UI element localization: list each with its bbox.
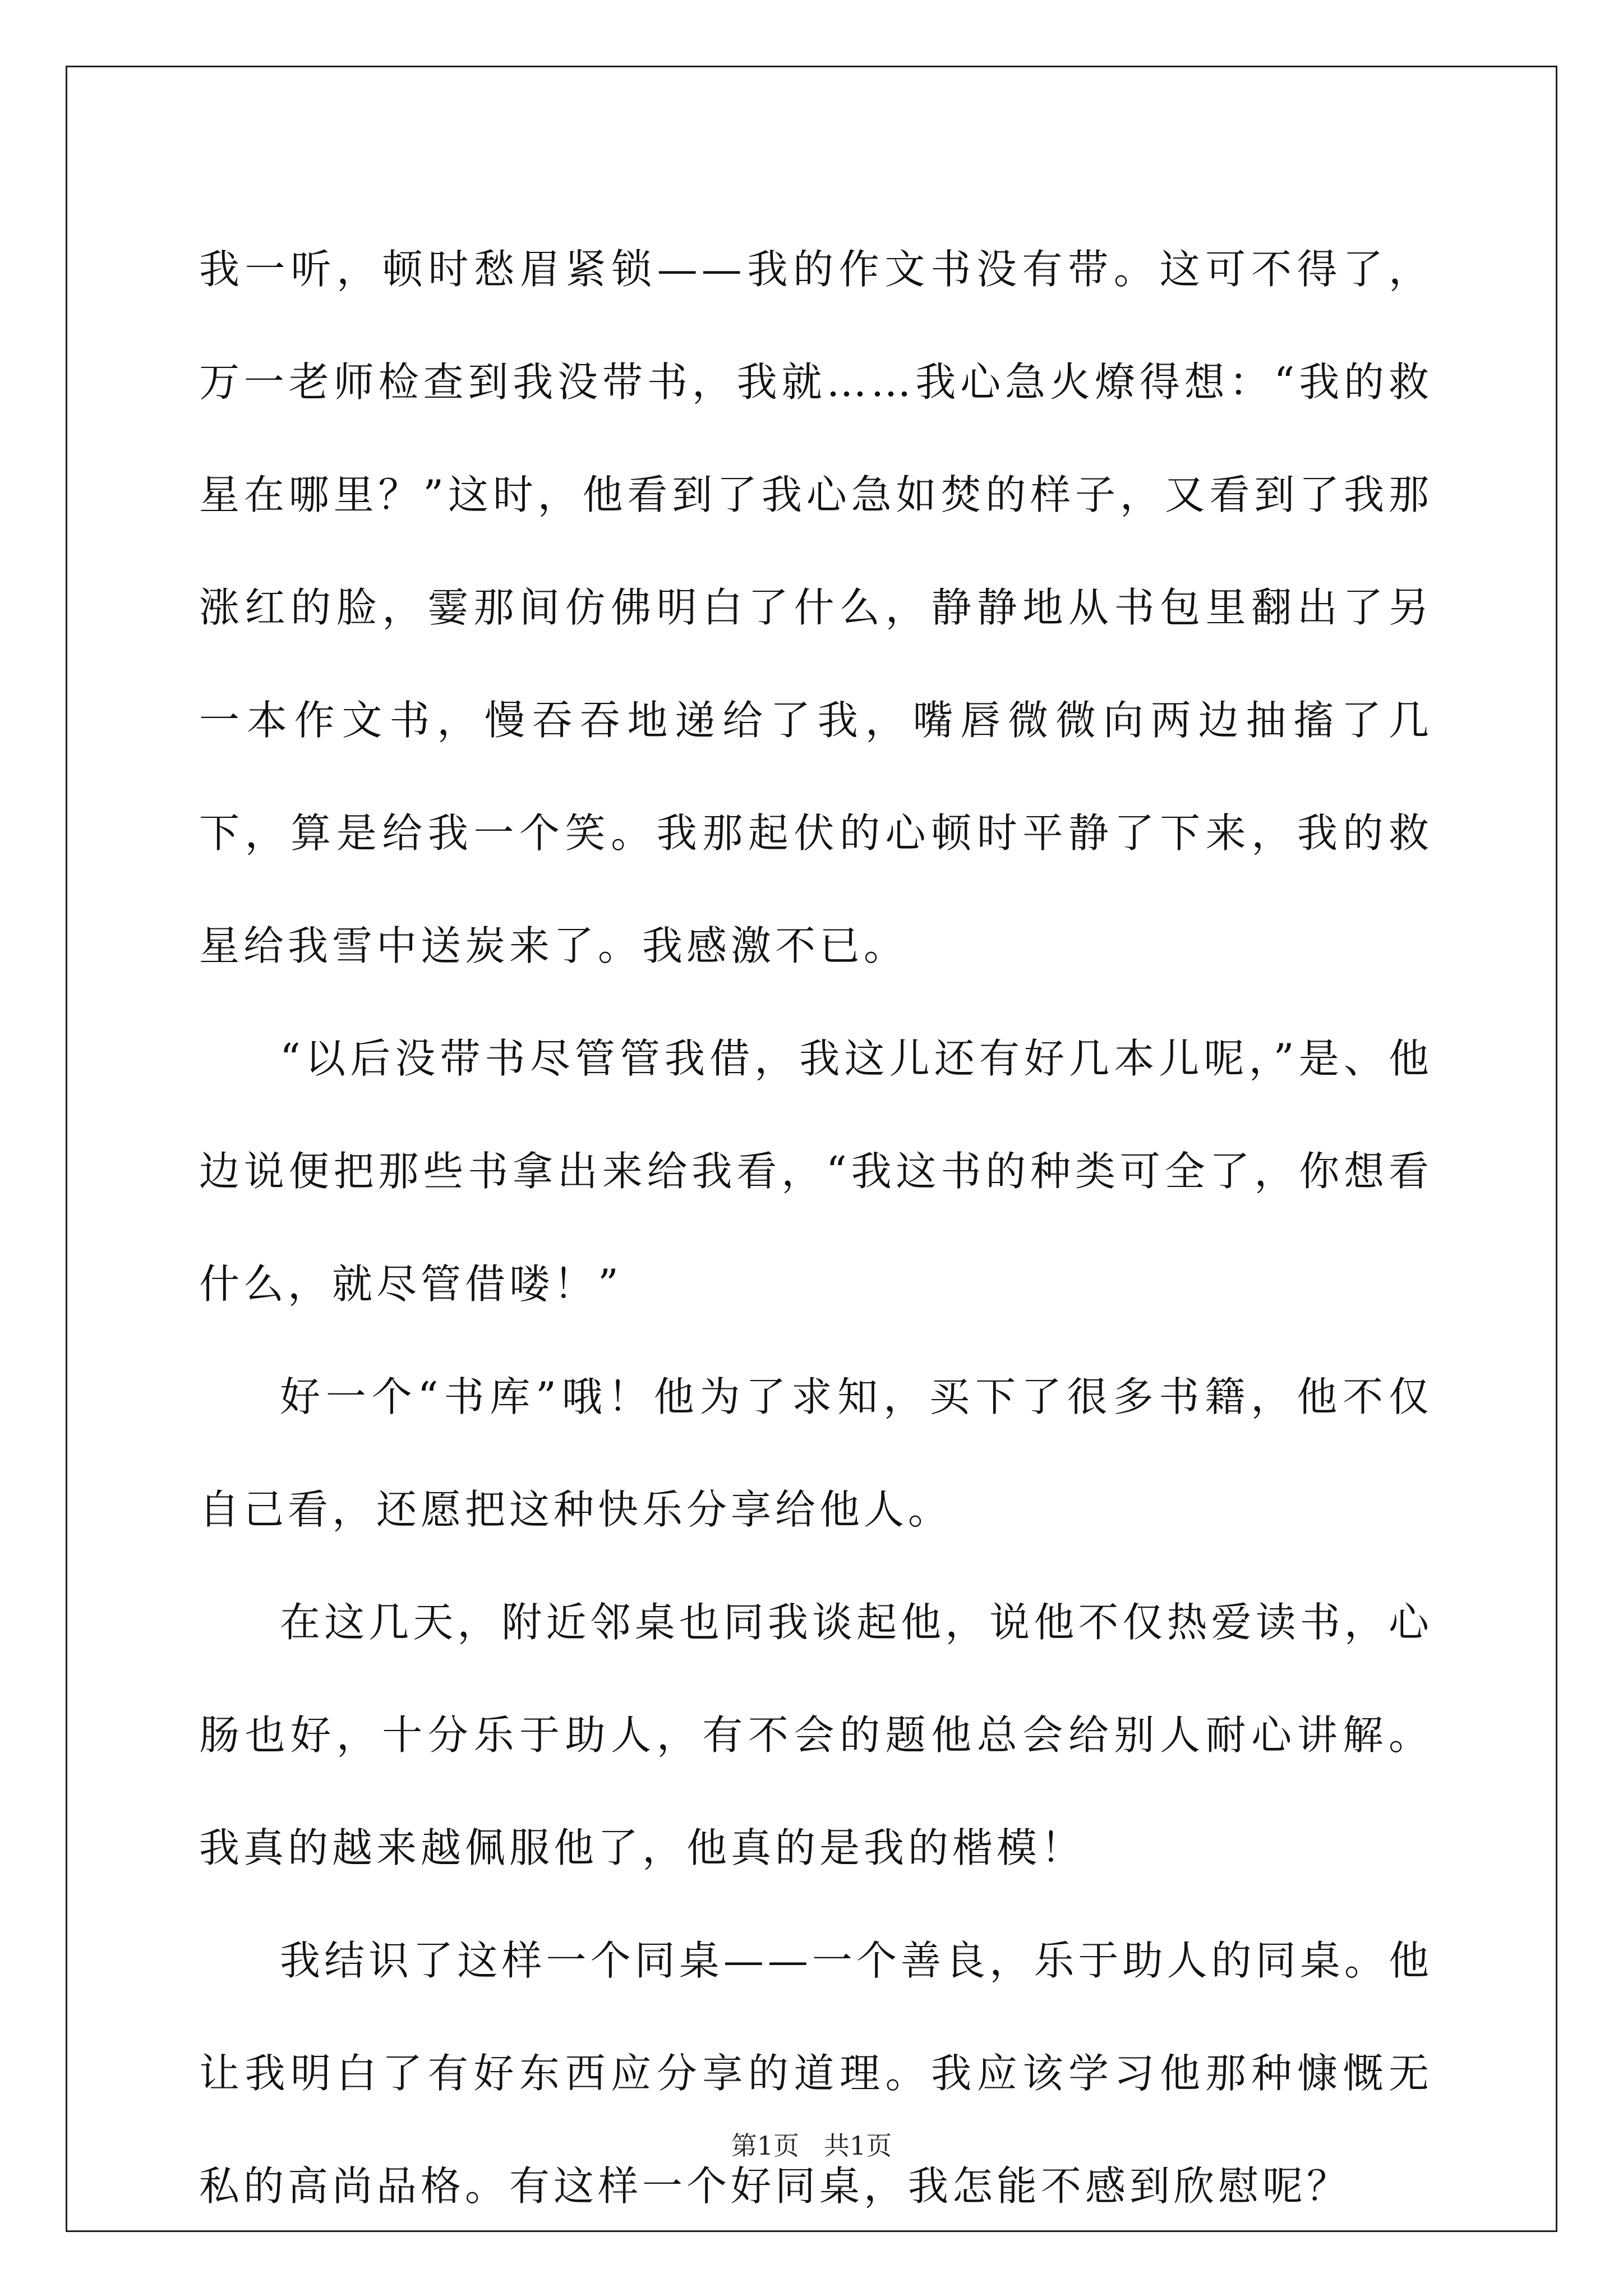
paragraph-4: 在这几天，附近邻桌也同我谈起他，说他不仅热爱读书，心肠也好，十分乐于助人，有不会的题他总会给别人耐心讲解。我真的越来越佩服他了，他真的是我的楷模！ xyxy=(199,1599,1433,1871)
page-number: 第1页 xyxy=(731,2131,800,2161)
paragraph-2: “以后没带书尽管管我借，我这儿还有好几本儿呢，”是、他边说便把那些书拿出来给我看，“我这书的种类可全了，你想看什么，就尽管借喽！” xyxy=(199,1035,1433,1308)
page-footer xyxy=(0,2129,1623,2162)
page-total: 共1页 xyxy=(823,2131,892,2161)
paragraph-1: 我一听，顿时愁眉紧锁——我的作文书没有带。这可不得了，万一老师检查到我没带书，我就……我心急火燎得想：“我的救星在哪里？”这时，他看到了我心急如焚的样子，又看到了我那涨红的脸，霎那间仿佛明白了什么，静静地从书包里翻出了另一本作文书，慢吞吞地递给了我，嘴唇微微向两边抽搐了几下，算是给我一个笑。我那起伏的心顿时平静了下来，我的救星给我雪中送炭来了。我感激不已。 xyxy=(199,246,1433,969)
paragraph-3: 好一个“书库”哦！他为了求知，买下了很多书籍，他不仅自己看，还愿把这种快乐分享给他人。 xyxy=(199,1373,1433,1533)
document-body xyxy=(199,213,1433,2243)
paragraph-5: 我结识了这样一个同桌——一个善良，乐于助人的同桌。他让我明白了有好东西应分享的道理。我应该学习他那种慷慨无私的高尚品格。有这样一个好同桌，我怎能不感到欣慰呢？ xyxy=(199,1937,1433,2210)
